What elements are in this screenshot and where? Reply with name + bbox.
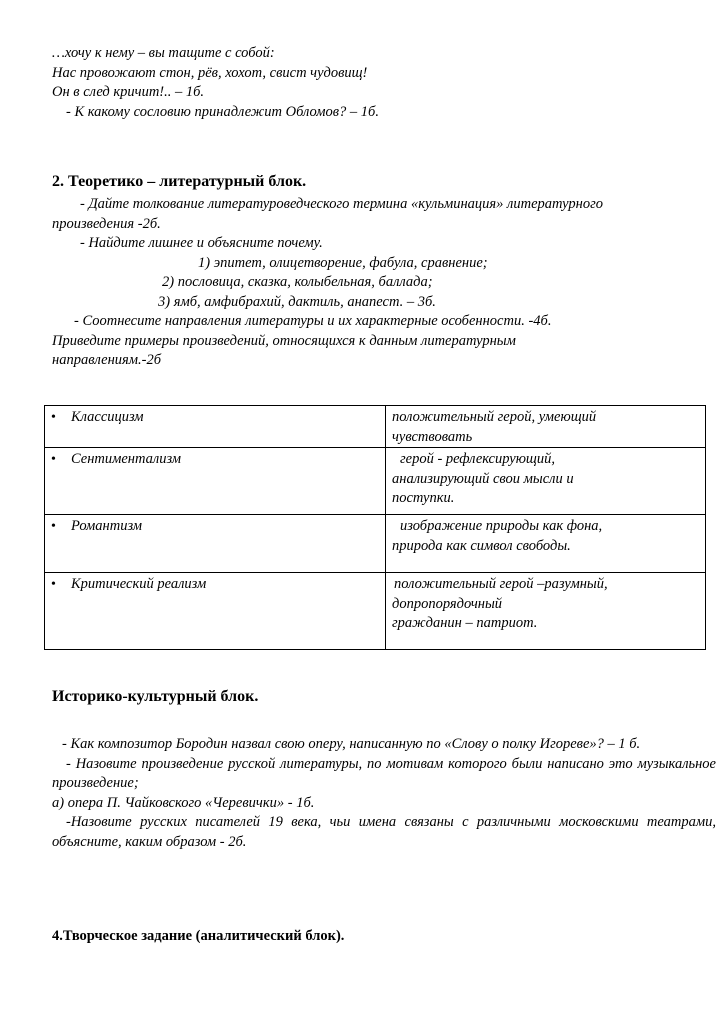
section2-tasks <box>52 195 716 371</box>
feature-cell <box>386 448 706 515</box>
question-paragraph: - Назовите произведение русской литературы, по мотивам которого были написано это музыкальное произведение; <box>52 755 716 791</box>
bullet-icon: • <box>51 410 56 425</box>
task-line: направлениям.-2б <box>52 352 162 368</box>
question-paragraph: а) опера П. Чайковского «Черевички» - 1б. <box>52 794 315 811</box>
task-line: - Дайте толкование литературоведческого термина «кульминация» литературного <box>80 196 603 212</box>
feature-line: изображение природы как фона, <box>400 518 603 534</box>
option-line: 1) эпитет, олицетворение, фабула, сравнение; <box>198 254 488 271</box>
feature-cell <box>386 573 706 650</box>
feature-line: допропорядочный <box>392 595 503 612</box>
table-row <box>45 573 706 650</box>
section3-heading: Историко-культурный блок. <box>52 688 259 705</box>
feature-cell <box>386 515 706 573</box>
bullet-icon: • <box>51 452 56 467</box>
section3-questions <box>52 735 716 852</box>
directions-table <box>44 405 706 650</box>
feature-line: чувствовать <box>392 428 473 445</box>
feature-line: анализирующий свои мысли и <box>392 470 574 487</box>
direction-cell <box>45 448 386 515</box>
direction-name: Романтизм <box>71 518 142 534</box>
feature-line: поступки. <box>392 490 455 506</box>
direction-cell <box>45 573 386 650</box>
poem-line: Нас провожают стон, рёв, хохот, свист чудовищ! <box>52 64 368 81</box>
direction-cell <box>45 406 386 448</box>
section2-heading: 2. Теоретико – литературный блок. <box>52 173 307 190</box>
feature-line: природа как символ свободы. <box>392 537 571 554</box>
bullet-icon: • <box>51 519 56 534</box>
question-paragraph: - Как композитор Бородин назвал свою оперу, написанную по «Слову о полку Игореве»? – 1 б. <box>62 736 641 752</box>
option-line: 3) ямб, амфибрахий, дактиль, анапест. – 3б. <box>158 293 436 310</box>
bullet-icon: • <box>51 577 56 592</box>
intro-fragment <box>52 44 716 122</box>
question-line: - К какому сословию принадлежит Обломов? – 1б. <box>66 103 379 120</box>
table-row <box>45 515 706 573</box>
feature-line: герой - рефлексирующий, <box>400 451 556 467</box>
poem-line: Он в след кричит!.. – 1б. <box>52 84 205 100</box>
table-row <box>45 448 706 515</box>
feature-line: положительный герой, умеющий <box>392 409 597 425</box>
direction-name: Классицизм <box>71 409 144 425</box>
task-line: - Соотнесите направления литературы и их характерные особенности. -4б. <box>74 313 552 329</box>
direction-name: Критический реализм <box>71 576 207 592</box>
option-line: 2) пословица, сказка, колыбельная, баллада; <box>162 274 433 290</box>
question-paragraph: -Назовите русских писателей 19 века, чьи имена связаны с различными московскими театрами, объясните, каким образом - 2б. <box>52 814 716 850</box>
direction-name: Сентиментализм <box>71 451 182 467</box>
feature-cell <box>386 406 706 448</box>
table-row <box>45 406 706 448</box>
task-line: - Найдите лишнее и объясните почему. <box>80 235 323 251</box>
task-line: Приведите примеры произведений, относящихся к данным литературным <box>52 332 516 349</box>
feature-line: положительный герой –разумный, <box>394 576 608 592</box>
task-line: произведения -2б. <box>52 215 161 232</box>
direction-cell <box>45 515 386 573</box>
feature-line: гражданин – патриот. <box>392 615 538 631</box>
poem-line: …хочу к нему – вы тащите с собой: <box>52 45 275 61</box>
section4-heading: 4.Творческое задание (аналитический блок). <box>52 928 345 944</box>
